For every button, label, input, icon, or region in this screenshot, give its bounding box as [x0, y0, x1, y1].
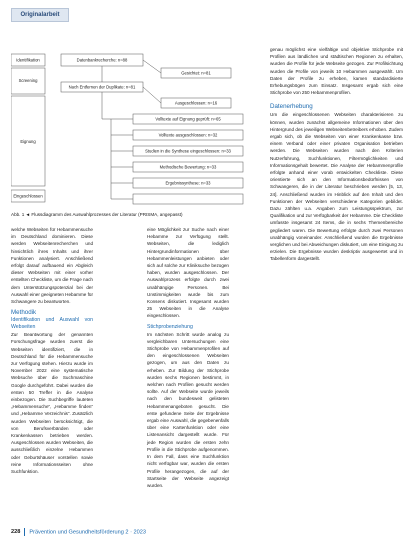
footer-divider — [24, 528, 25, 536]
subsection-heading: Identifikation und Auswahl von Webseiten — [11, 317, 93, 331]
column-2 — [147, 226, 229, 489]
box-label: Ergebnissynthese: n=33 — [165, 180, 211, 186]
phase-label: Eignung — [20, 139, 36, 144]
phase-label: Screening — [18, 78, 38, 83]
column-1 — [11, 226, 93, 475]
section-heading-datenerhebung: Datenerhebung — [270, 103, 313, 111]
page-footer — [11, 528, 146, 536]
box-label: Ausgeschlossen: n=16 — [174, 100, 218, 106]
box-label: Gesichtet: n=81 — [181, 70, 211, 76]
box-label: Volltexte auf Eignung geprüft: n=65 — [155, 116, 221, 122]
paragraph: welche Webseiten für Hebammensuche im Deutschland dominieren. Diese werden Webseitenrecherchen und hinsichtlich ihres Inhalts und ihrer Funktionen analysiert. Anschließend erfolgt darauf aufbauend ein Abgleich dieser Webseiten mit einer vorher erstellten Checkliste, um die Frage nach dem Unterstützungspotenzial bei der Auswahl einer geeigneten Hebamme für Schwangere zu beantworten. — [11, 227, 93, 305]
box-label: Studien in die Synthese eingeschlossen: n=33 — [145, 148, 231, 154]
paragraph: Im nächsten Schritt wurde analog zu vergleichbaren Untersuchungen eine Stichprobe von Hebammenprofilen auf den eingeschlossenen Webseiten gezogen, um aus den Daten zu erheben. Zur Bildung der Stichprobe wurden sechs Regionen bestimmt, in welchen nach Profilen gesucht werden sollte. Auf der Webseite wurde jeweils nach den bundesweit gelisteten Hebammenangeboten gesucht. Die erste gefundene Seite der Ergebnisse ergab eine Auswahl, die gegebenenfalls über eine Kartenfunktion oder eine Listenansicht dargestellt wurde. Für jede Region wurden die ersten zehn Profile in die Stichprobe aufgenommen. In dem Fall, dass eine Suchfunktion nicht verfügbar war, wurden die ersten Profile herangezogen, die auf der Startseite der Webseite angezeigt wurden. — [147, 331, 229, 488]
phase-label: Identifikation — [16, 57, 40, 63]
box-label: Datenbankrecherche: n=88 — [76, 57, 128, 63]
box-label: Nach Entfernen der Duplikate: n=81 — [68, 84, 136, 90]
paragraph: eine Möglichkeit zur Suche nach einer Hebamme zur Verfügung stellt. Webseiten, die lediglich Hintergrundinformationen über Hebammenleistungen anbieten oder sich auf solche zur Kliniksuche bezogen haben, wurden ausgeschlossen. Der Auswahlprozess erfolgte durch zwei unabhängige Personen. Bei Unstimmigkeiten wurde bis zum Konsens diskutiert. Insgesamt wurden 25 Webseiten in die Analyse eingeschlossen. — [147, 227, 229, 319]
figure-caption: Abb. 1 ◄ Flussdiagramm des Auswahlprozesses der Literatur (PRISMA, angepasst) — [11, 212, 183, 217]
column-3 — [270, 46, 403, 263]
section-heading-methodik: Methodik — [11, 309, 37, 317]
box-label: Methodische Bewertung: n=33 — [159, 164, 217, 170]
prisma-flowchart — [11, 48, 264, 208]
box-label: Volltexte ausgeschlossen: n=32 — [158, 132, 218, 138]
paragraph: genau möglichst eine vielfältige und objektive Stichprobe mit Profilen aus ländlichen und städtischen Regionen zu erhalten, wurden die Profile für jede Webseite gezogen. Zur Profilsichtung wurden die Profile von jeweils 10 Hebammen ausgewählt. Um Daten der Profile zu erheben, kamen standardisierte Erhebungsbögen zum Einsatz. Insgesamt ergab sich eine Stichprobe von 250 Hebammenprofilen. — [270, 47, 403, 96]
paragraph: Zur Beantwortung der genannten Forschungsfrage wurden zuerst die Webseiten identifiziert, die in Deutschland für die Hebammensuche zur Verfügung stehen. Hierzu wurde im November 2022 eine systematische Websuche über die Suchmaschine Google durchgeführt. Dabei wurden die ersten 50 Treffer in die Analyse einbezogen. Die Suchbegriffe lauteten „Hebammensuche“, „Hebamme finden“ und „Hebamme Verzeichnis“. Zusätzlich wurden Webseiten berücksichtigt, die von Berufsverbänden oder Krankenkassen betrieben werden. Ausgeschlossen wurden Webseiten, die ausschließlich einzelne Hebammen oder Geburtshäuser vorstellen sowie reine Informationsseiten ohne Suchfunktion. — [11, 332, 93, 475]
article-type-tag: Originalarbeit — [11, 8, 69, 22]
journal-name: Prävention und Gesundheitsförderung 2 · 2023 — [29, 529, 146, 536]
page-number: 228 — [11, 529, 21, 536]
phase-label: Eingeschlossen — [13, 193, 43, 199]
subsection-heading: Stichprobenziehung — [147, 323, 193, 330]
paragraph: Um die eingeschlossenen Webseiten charakterisieren zu können, wurden zunächst allgemeine Informationen über den Hintergrund des jeweiligen Webseitenbetreibers erhoben. Zudem ergab sich, ob die Webseiten von einer Krankenkasse bzw. einem Verband oder einer privaten Organisation betrieben werden. Die Webseiten wurden nach den Kriterien Nutzerführung, Suchfunktionen, Filtermöglichkeiten und Informationsgehalt bewertet. Die Analyse der Hebammenprofile erfolgte anhand einer vorab entwickelten Checkliste. Diese orientierte sich an den Informationsbedürfnissen von Schwangeren, die in der Literatur beschrieben werden [5, 13, 24]. Anschließend wurden im Hinblick auf den Inhalt und den Funktionen der Webseiten verschiedene Kategorien gebildet. Dazu zählten u.a. Angaben zum Leistungsspektrum, zur Qualifikation und zur Verfügbarkeit der Hebamme. Die Checkliste umfasste insgesamt 24 Items, die in sechs Themenbereiche gegliedert waren. Die Bewertung erfolgte durch zwei Personen unabhängig voneinander. Anschließend wurden die Ergebnisse verglichen und bei Abweichungen diskutiert, um eine Einigung zu erzielen. Die Ergebnisse wurden deskriptiv ausgewertet und in Tabellenform dargestellt. — [270, 112, 403, 262]
